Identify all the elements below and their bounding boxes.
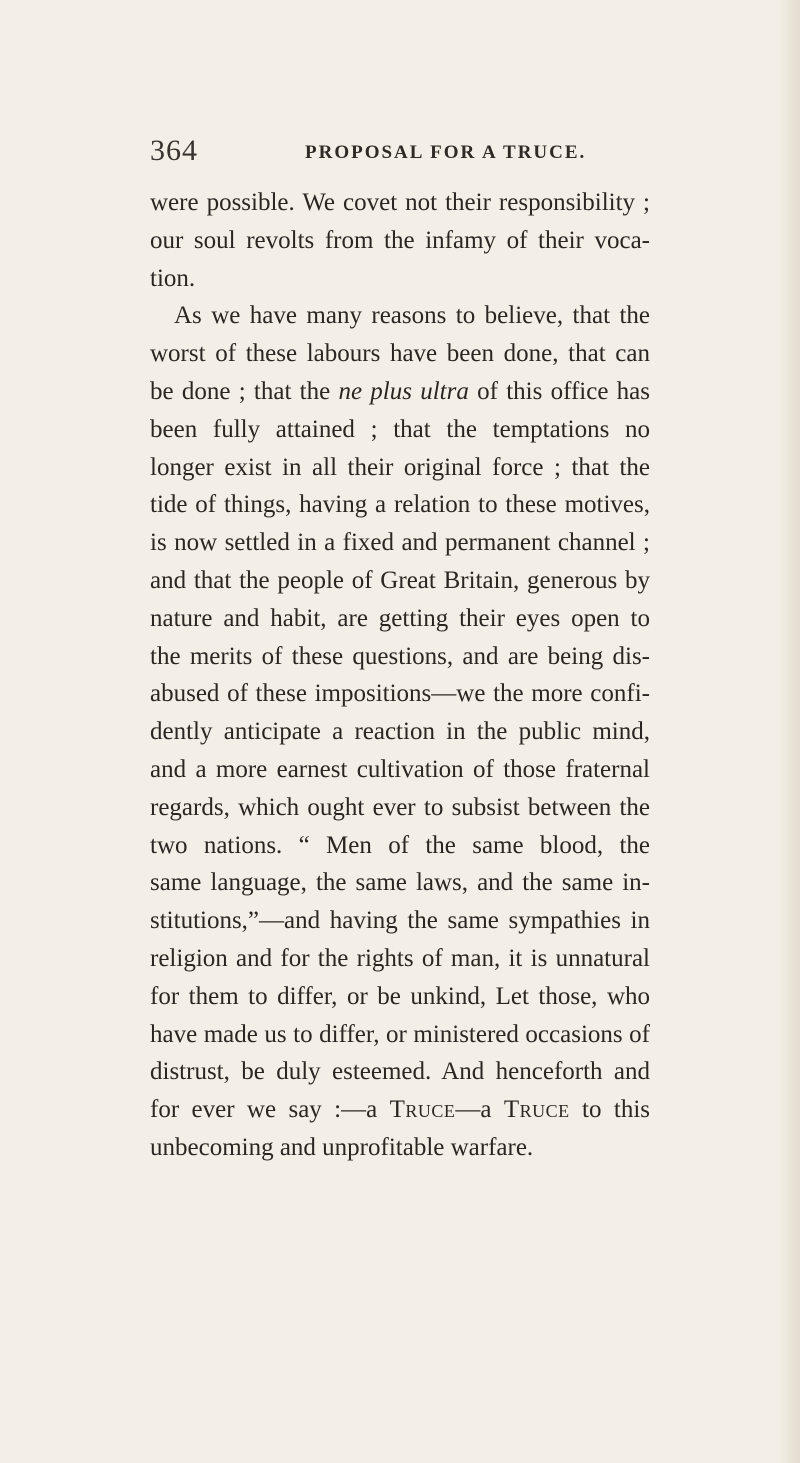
text-line: nature and habit, are getting their eyes open to [150,604,650,632]
text-line: abused of these impositions—we the more confi- [150,680,650,708]
text-line: stitutions,”—and having the same sympathies in [150,907,650,935]
small-caps-word: Truce [389,1096,456,1124]
text-segment: to this [569,1096,650,1124]
text-line: the merits of these questions, and are being dis- [150,642,650,670]
text-line: and a more earnest cultivation of those fraternal [150,755,650,783]
body-text [150,184,650,1167]
italic-phrase: ne plus ultra [338,377,469,405]
text-line [150,1091,650,1129]
page-header [150,134,650,174]
running-head: PROPOSAL FOR A TRUCE. [305,142,587,163]
text-line: longer exist in all their original force ; that the [150,453,650,481]
text-line: As we have many reasons to believe, that the [174,302,650,330]
text-line: for them to differ, or be unkind, Let those, who [150,982,650,1010]
text-line: tide of things, having a relation to these motives, [150,491,650,519]
text-segment: be done ; that the [150,377,339,405]
text-line: and that the people of Great Britain, generous by [150,566,650,594]
text-line: been fully attained ; that the temptations no [150,415,650,443]
text-line: unbecoming and unprofitable warfare. [150,1133,534,1161]
page-edge-shadow [778,0,800,1463]
text-segment: —a [455,1096,504,1124]
text-line: were possible. We covet not their responsibility ; [150,189,650,216]
page-number: 364 [150,134,198,167]
small-caps-word: Truce [503,1096,570,1124]
text-line: regards, which ought ever to subsist between the [150,793,650,821]
text-line: distrust, be duly esteemed. And henceforth and [150,1058,650,1086]
text-segment: of this office has [468,377,650,405]
text-segment: for ever we say :—a [150,1096,390,1124]
text-line: religion and for the rights of man, it is unnatural [150,944,650,972]
text-line: dently anticipate a reaction in the public mind, [150,718,650,746]
text-line: is now settled in a fixed and permanent channel ; [150,529,650,557]
text-line [150,373,650,411]
text-line: our soul revolts from the infamy of their voca- [150,226,650,254]
text-line: tion. [150,264,196,292]
text-line: have made us to differ, or ministered occasions of [150,1020,650,1048]
text-line: worst of these labours have been done, that can [150,340,650,368]
text-line: same language, the same laws, and the same in- [150,869,650,897]
text-line: two nations. “ Men of the same blood, the [150,831,650,859]
